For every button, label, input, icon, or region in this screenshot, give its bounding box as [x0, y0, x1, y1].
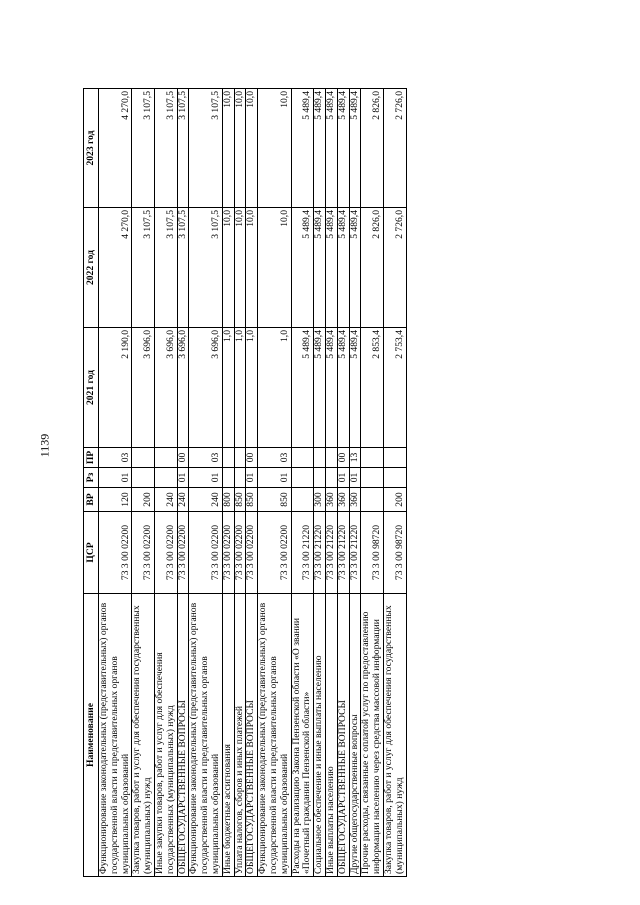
table-row: [234, 89, 246, 877]
cell-rz: [154, 468, 177, 488]
budget-table: [83, 88, 407, 877]
cell-2021: 3 696,0: [132, 328, 155, 448]
cell-2022: 4 270,0: [99, 208, 132, 328]
cell-rz: [132, 468, 155, 488]
cell-csr: 73 3 00 02200: [222, 512, 234, 594]
cell-2021: 5 489,4: [314, 328, 326, 448]
table-row: [132, 89, 155, 877]
cell-vr: 360: [349, 488, 361, 512]
cell-vr: 850: [234, 488, 246, 512]
table-row: [189, 89, 222, 877]
cell-csr: 73 3 00 21220: [349, 512, 361, 594]
header-csr: ЦСР: [84, 512, 99, 594]
cell-vr: 850: [246, 488, 258, 512]
cell-pr: 13: [349, 448, 361, 468]
cell-vr: 200: [132, 488, 155, 512]
cell-pr: [383, 448, 406, 468]
cell-csr: 73 3 00 21220: [314, 512, 326, 594]
cell-2022: 5 489,4: [337, 208, 349, 328]
cell-2021: 2 853,4: [361, 328, 384, 448]
cell-name: ОБЩЕГОСУДАРСТВЕННЫЕ ВОПРОСЫ: [177, 594, 189, 877]
cell-vr: [291, 488, 314, 512]
cell-vr: 800: [222, 488, 234, 512]
cell-name: Закупка товаров, работ и услуг для обеспечения государственных (муниципальных) нужд: [132, 594, 155, 877]
cell-2021: 1,0: [258, 328, 291, 448]
cell-pr: [325, 448, 337, 468]
header-name: Наименование: [84, 594, 99, 877]
cell-vr: 300: [314, 488, 326, 512]
cell-rz: [325, 468, 337, 488]
cell-2021: 5 489,4: [337, 328, 349, 448]
cell-rz: 01: [189, 468, 222, 488]
cell-name: Расходы на реализацию Закона Пензенской области «О звании «Почетный гражданин Пензенской области»: [291, 594, 314, 877]
cell-2023: 2 826,0: [361, 89, 384, 208]
cell-csr: 73 3 00 02200: [132, 512, 155, 594]
cell-name: Прочие расходы, связанные с оплатой услуг по предоставлению информации населению через средства массовой информации: [361, 594, 384, 877]
cell-csr: 73 3 00 98720: [383, 512, 406, 594]
table-row: [314, 89, 326, 877]
cell-name: Функционирование законодательных (представительных) органов государственной власти и представительных органов муниципальных образований: [258, 594, 291, 877]
header-rz: Рз: [84, 468, 99, 488]
header-2022: 2022 год: [84, 208, 99, 328]
cell-csr: 73 3 00 02200: [99, 512, 132, 594]
cell-pr: [361, 448, 384, 468]
cell-name: Другие общегосударственные вопросы: [349, 594, 361, 877]
cell-rz: 01: [349, 468, 361, 488]
cell-pr: 03: [189, 448, 222, 468]
cell-pr: 03: [258, 448, 291, 468]
cell-vr: 360: [325, 488, 337, 512]
cell-csr: 73 3 00 02200: [189, 512, 222, 594]
cell-rz: 01: [246, 468, 258, 488]
cell-2023: 3 107,5: [132, 89, 155, 208]
cell-rz: 01: [99, 468, 132, 488]
cell-rz: 01: [337, 468, 349, 488]
cell-2021: 1,0: [222, 328, 234, 448]
cell-2022: 3 107,5: [154, 208, 177, 328]
table-row: [325, 89, 337, 877]
cell-rz: 01: [258, 468, 291, 488]
cell-pr: [314, 448, 326, 468]
cell-vr: 240: [154, 488, 177, 512]
cell-2022: 10,0: [258, 208, 291, 328]
cell-name: Социальное обеспечение и иные выплаты населению: [314, 594, 326, 877]
cell-2021: 2 753,4: [383, 328, 406, 448]
cell-csr: 73 3 00 21220: [337, 512, 349, 594]
cell-2022: 2 726,0: [383, 208, 406, 328]
cell-2022: 3 107,5: [189, 208, 222, 328]
cell-pr: [291, 448, 314, 468]
cell-2021: 2 190,0: [99, 328, 132, 448]
table-row: [258, 89, 291, 877]
cell-2021: 3 696,0: [189, 328, 222, 448]
cell-csr: 73 3 00 02200: [177, 512, 189, 594]
cell-name: Иные бюджетные ассигнования: [222, 594, 234, 877]
cell-2023: 4 270,0: [99, 89, 132, 208]
header-2021: 2021 год: [84, 328, 99, 448]
cell-2022: 5 489,4: [291, 208, 314, 328]
cell-csr: 73 3 00 21220: [325, 512, 337, 594]
cell-name: Функционирование законодательных (представительных) органов государственной власти и представительных органов муниципальных образований: [189, 594, 222, 877]
cell-pr: 00: [177, 448, 189, 468]
table-row: [246, 89, 258, 877]
cell-2023: 10,0: [222, 89, 234, 208]
cell-csr: 73 3 00 02200: [154, 512, 177, 594]
table-row: [154, 89, 177, 877]
header-pr: ПР: [84, 448, 99, 468]
cell-2023: 3 107,5: [177, 89, 189, 208]
cell-name: Иные закупки товаров, работ и услуг для обеспечения государственных (муниципальных) нужд: [154, 594, 177, 877]
cell-2022: 3 107,5: [132, 208, 155, 328]
header-2023: 2023 год: [84, 89, 99, 208]
cell-pr: [132, 448, 155, 468]
cell-2023: 2 726,0: [383, 89, 406, 208]
table-row: [361, 89, 384, 877]
cell-rz: [314, 468, 326, 488]
cell-pr: [222, 448, 234, 468]
cell-2021: 1,0: [246, 328, 258, 448]
cell-csr: 73 3 00 98720: [361, 512, 384, 594]
cell-csr: 73 3 00 02200: [246, 512, 258, 594]
table-row: [222, 89, 234, 877]
cell-name: Иные выплаты населению: [325, 594, 337, 877]
table-row: [337, 89, 349, 877]
table-row: [177, 89, 189, 877]
cell-vr: 120: [99, 488, 132, 512]
cell-2021: 5 489,4: [291, 328, 314, 448]
cell-vr: [361, 488, 384, 512]
cell-2023: 5 489,4: [325, 89, 337, 208]
cell-rz: [361, 468, 384, 488]
cell-pr: 00: [337, 448, 349, 468]
cell-2021: 1,0: [234, 328, 246, 448]
cell-rz: [383, 468, 406, 488]
cell-csr: 73 3 00 02200: [234, 512, 246, 594]
table-row: [291, 89, 314, 877]
table-row: [349, 89, 361, 877]
cell-2022: 5 489,4: [349, 208, 361, 328]
table-row: [99, 89, 132, 877]
cell-vr: 360: [337, 488, 349, 512]
cell-2023: 10,0: [246, 89, 258, 208]
cell-2022: 3 107,5: [177, 208, 189, 328]
cell-2021: 5 489,4: [325, 328, 337, 448]
cell-2023: 5 489,4: [337, 89, 349, 208]
table-header-row: [84, 89, 99, 877]
cell-pr: 03: [99, 448, 132, 468]
cell-rz: 01: [177, 468, 189, 488]
cell-2022: 5 489,4: [314, 208, 326, 328]
cell-pr: 00: [246, 448, 258, 468]
cell-2023: 3 107,5: [189, 89, 222, 208]
cell-vr: 240: [177, 488, 189, 512]
cell-name: ОБЩЕГОСУДАРСТВЕННЫЕ ВОПРОСЫ: [337, 594, 349, 877]
cell-name: Закупка товаров, работ и услуг для обеспечения государственных (муниципальных) нужд: [383, 594, 406, 877]
page-number: 1139: [37, 433, 52, 458]
cell-2023: 5 489,4: [291, 89, 314, 208]
cell-2023: 5 489,4: [314, 89, 326, 208]
cell-pr: [154, 448, 177, 468]
cell-2022: 10,0: [234, 208, 246, 328]
cell-2023: 5 489,4: [349, 89, 361, 208]
cell-vr: 850: [258, 488, 291, 512]
cell-pr: [234, 448, 246, 468]
cell-csr: 73 3 00 02200: [258, 512, 291, 594]
cell-name: ОБЩЕГОСУДАРСТВЕННЫЕ ВОПРОСЫ: [246, 594, 258, 877]
cell-vr: 200: [383, 488, 406, 512]
rotated-table-container: [83, 89, 405, 877]
cell-rz: [222, 468, 234, 488]
cell-2021: 3 696,0: [177, 328, 189, 448]
cell-2021: 3 696,0: [154, 328, 177, 448]
table-row: [383, 89, 406, 877]
cell-2023: 10,0: [258, 89, 291, 208]
cell-2022: 10,0: [222, 208, 234, 328]
cell-2022: 10,0: [246, 208, 258, 328]
cell-2021: 5 489,4: [349, 328, 361, 448]
cell-2023: 10,0: [234, 89, 246, 208]
cell-vr: 240: [189, 488, 222, 512]
cell-name: Уплата налогов, сборов и иных платежей: [234, 594, 246, 877]
cell-name: Функционирование законодательных (представительных) органов государственной власти и представительных органов муниципальных образований: [99, 594, 132, 877]
cell-2022: 2 826,0: [361, 208, 384, 328]
cell-rz: [291, 468, 314, 488]
header-vr: ВР: [84, 488, 99, 512]
cell-rz: [234, 468, 246, 488]
cell-2023: 3 107,5: [154, 89, 177, 208]
cell-2022: 5 489,4: [325, 208, 337, 328]
cell-csr: 73 3 00 21220: [291, 512, 314, 594]
